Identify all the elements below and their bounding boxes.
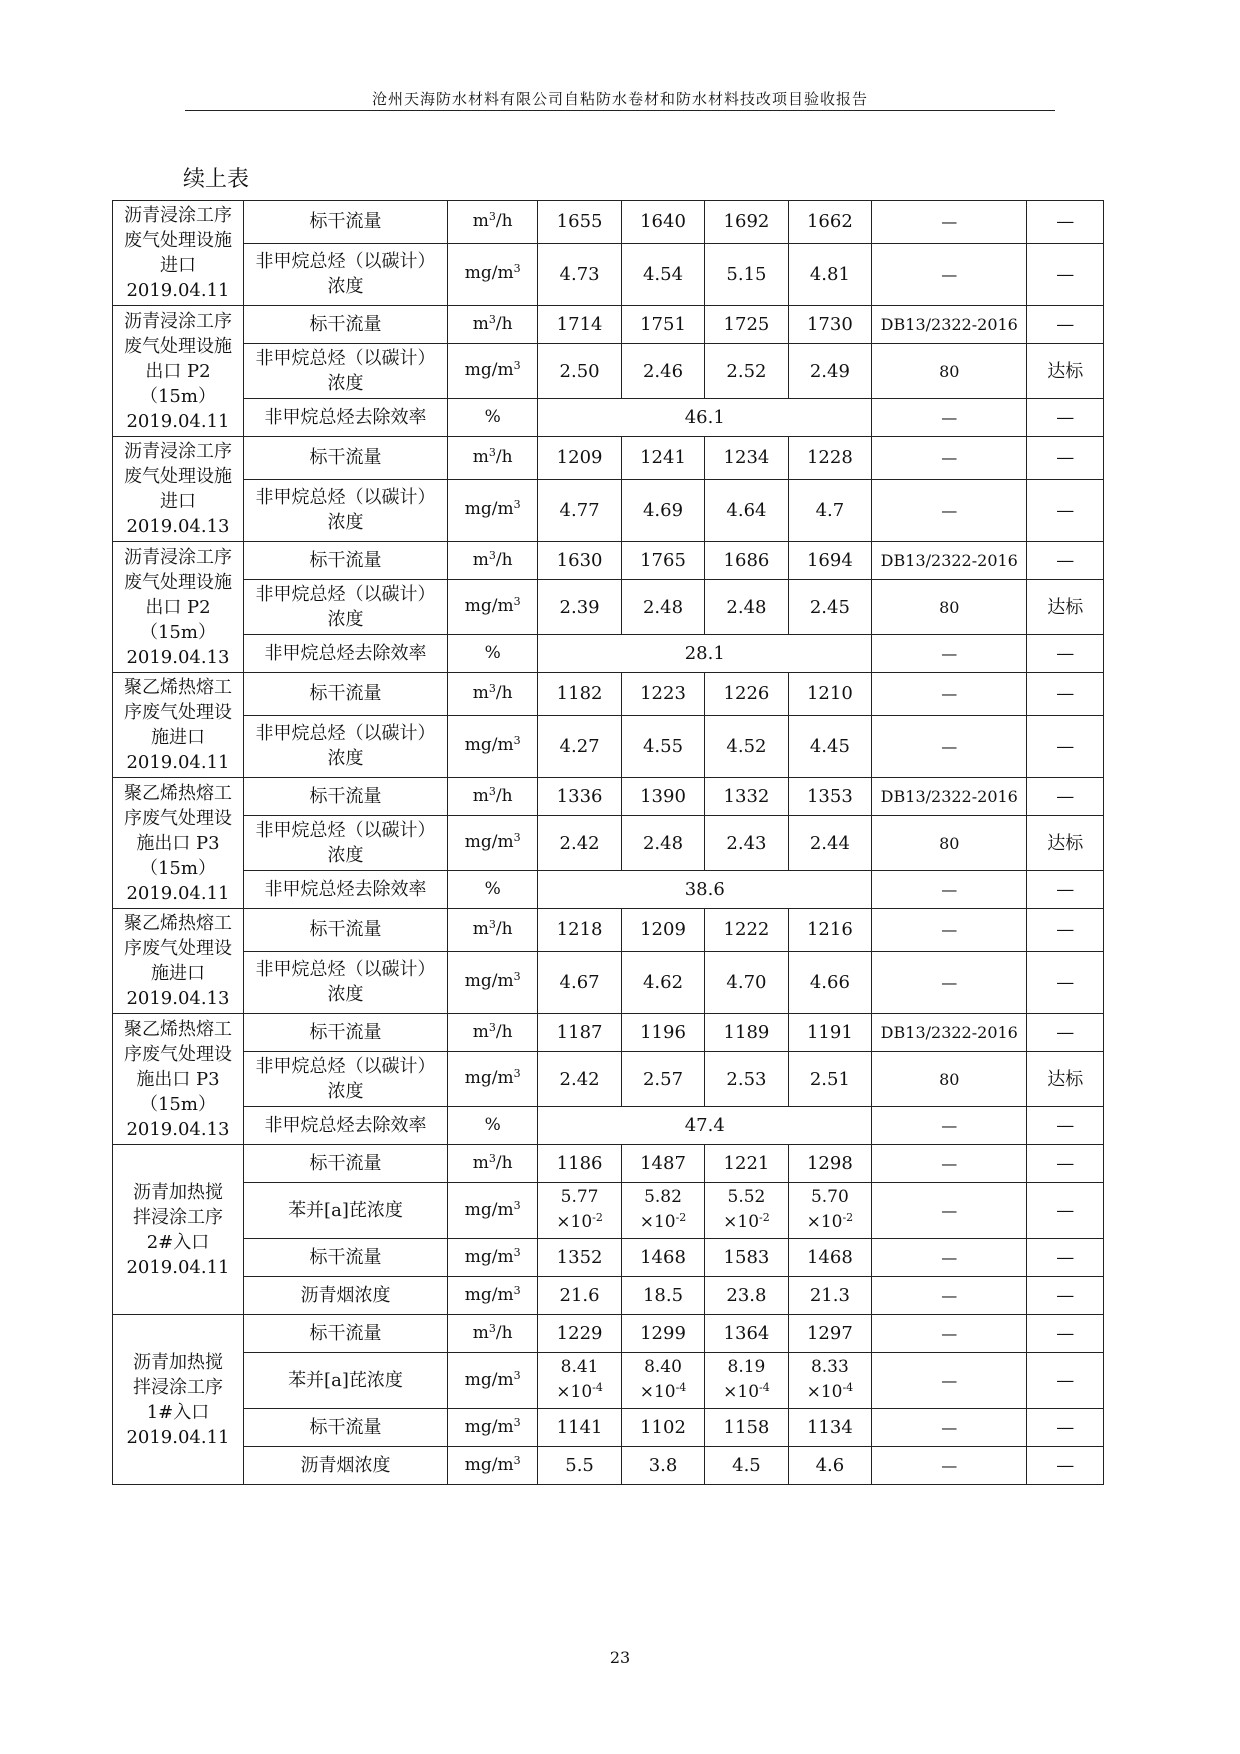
compliance-result-cell: — bbox=[1027, 399, 1104, 437]
measured-value-cell: 5.15 bbox=[705, 243, 788, 305]
measured-value-cell: 1226 bbox=[705, 673, 788, 716]
measured-value-cell: 1182 bbox=[538, 673, 621, 716]
measured-value-cell: 1662 bbox=[788, 201, 871, 244]
sampling-location-cell: 聚乙烯热熔工 序废气处理设 施出口 P3 （15m） 2019.04.11 bbox=[113, 778, 244, 909]
measured-value-cell: 1336 bbox=[538, 778, 621, 816]
standard-limit-cell: DB13/2322-2016 bbox=[872, 1014, 1027, 1052]
measured-value-cell: 2.45 bbox=[788, 580, 871, 635]
standard-limit-cell: DB13/2322-2016 bbox=[872, 778, 1027, 816]
measured-value-cell: 2.48 bbox=[621, 580, 704, 635]
table-row bbox=[113, 816, 1104, 871]
measured-value-cell: 2.42 bbox=[538, 1052, 621, 1107]
measured-value-cell: 1222 bbox=[705, 909, 788, 952]
measured-value-cell: 2.42 bbox=[538, 816, 621, 871]
table-row bbox=[113, 437, 1104, 480]
compliance-result-cell: — bbox=[1027, 1277, 1104, 1315]
standard-limit-cell: — bbox=[872, 1239, 1027, 1277]
compliance-result-cell: — bbox=[1027, 437, 1104, 480]
measured-value-cell: 21.3 bbox=[788, 1277, 871, 1315]
compliance-result-cell: 达标 bbox=[1027, 580, 1104, 635]
measured-value-cell: 4.70 bbox=[705, 951, 788, 1013]
unit-cell: $mg/m^3$ bbox=[447, 1183, 537, 1239]
parameter-cell: 非甲烷总烃（以碳计） 浓度 bbox=[243, 715, 447, 777]
compliance-result-cell: — bbox=[1027, 1183, 1104, 1239]
measured-value-cell: 1229 bbox=[538, 1315, 621, 1353]
measured-value-cell: 5.82 $\times 10^{-2}$ bbox=[621, 1183, 704, 1239]
standard-limit-cell: — bbox=[872, 951, 1027, 1013]
unit-cell: $m^3/h$ bbox=[447, 1014, 537, 1052]
measured-value-cell: 2.48 bbox=[705, 580, 788, 635]
table-row bbox=[113, 909, 1104, 952]
measured-value-cell: 1714 bbox=[538, 306, 621, 344]
standard-limit-cell: — bbox=[872, 871, 1027, 909]
table-row bbox=[113, 1107, 1104, 1145]
standard-limit-cell: 80 bbox=[872, 344, 1027, 399]
standard-limit-cell: — bbox=[872, 1315, 1027, 1353]
parameter-cell: 标干流量 bbox=[243, 1409, 447, 1447]
unit-cell: % bbox=[447, 1107, 537, 1145]
measured-value-cell: 1692 bbox=[705, 201, 788, 244]
compliance-result-cell: — bbox=[1027, 306, 1104, 344]
sampling-location-cell: 沥青加热搅 拌浸涂工序 1#入口 2019.04.11 bbox=[113, 1315, 244, 1485]
parameter-cell: 非甲烷总烃（以碳计） 浓度 bbox=[243, 479, 447, 541]
standard-limit-cell: DB13/2322-2016 bbox=[872, 306, 1027, 344]
measured-value-cell: 1134 bbox=[788, 1409, 871, 1447]
measured-value-cell: 8.41 $\times 10^{-4}$ bbox=[538, 1353, 621, 1409]
measured-value-cell: 2.57 bbox=[621, 1052, 704, 1107]
parameter-cell: 苯并[a]芘浓度 bbox=[243, 1353, 447, 1409]
parameter-cell: 非甲烷总烃去除效率 bbox=[243, 635, 447, 673]
page-number: 23 bbox=[609, 1648, 631, 1667]
compliance-result-cell: — bbox=[1027, 909, 1104, 952]
unit-cell: $mg/m^3$ bbox=[447, 580, 537, 635]
measured-value-cell: 23.8 bbox=[705, 1277, 788, 1315]
measured-value-cell: 2.49 bbox=[788, 344, 871, 399]
table-row bbox=[113, 306, 1104, 344]
measured-value-cell: 1209 bbox=[621, 909, 704, 952]
measured-value-cell: 1390 bbox=[621, 778, 704, 816]
measured-value-cell: 1353 bbox=[788, 778, 871, 816]
parameter-cell: 标干流量 bbox=[243, 909, 447, 952]
header-rule bbox=[185, 110, 1055, 111]
compliance-result-cell: — bbox=[1027, 201, 1104, 244]
parameter-cell: 标干流量 bbox=[243, 306, 447, 344]
measured-value-cell: 4.77 bbox=[538, 479, 621, 541]
parameter-cell: 标干流量 bbox=[243, 673, 447, 716]
measured-value-cell: 1640 bbox=[621, 201, 704, 244]
measured-value-cell: 4.52 bbox=[705, 715, 788, 777]
standard-limit-cell: — bbox=[872, 1277, 1027, 1315]
standard-limit-cell: — bbox=[872, 243, 1027, 305]
removal-efficiency-value: 28.1 bbox=[538, 635, 872, 673]
measured-value-cell: 4.81 bbox=[788, 243, 871, 305]
measured-value-cell: 4.62 bbox=[621, 951, 704, 1013]
measured-value-cell: 4.6 bbox=[788, 1447, 871, 1485]
table-row bbox=[113, 1145, 1104, 1183]
measured-value-cell: 1218 bbox=[538, 909, 621, 952]
measured-value-cell: 1299 bbox=[621, 1315, 704, 1353]
standard-limit-cell: 80 bbox=[872, 580, 1027, 635]
standard-limit-cell: — bbox=[872, 715, 1027, 777]
unit-cell: $m^3/h$ bbox=[447, 1145, 537, 1183]
measured-value-cell: 1297 bbox=[788, 1315, 871, 1353]
measured-value-cell: 8.40 $\times 10^{-4}$ bbox=[621, 1353, 704, 1409]
unit-cell: $m^3/h$ bbox=[447, 306, 537, 344]
parameter-cell: 非甲烷总烃（以碳计） 浓度 bbox=[243, 580, 447, 635]
sampling-location-cell: 沥青浸涂工序 废气处理设施 进口 2019.04.13 bbox=[113, 437, 244, 542]
standard-limit-cell: — bbox=[872, 1409, 1027, 1447]
measured-value-cell: 1655 bbox=[538, 201, 621, 244]
measured-value-cell: 1196 bbox=[621, 1014, 704, 1052]
table-row bbox=[113, 1409, 1104, 1447]
compliance-result-cell: 达标 bbox=[1027, 344, 1104, 399]
sampling-location-cell: 沥青浸涂工序 废气处理设施 出口 P2（15m） 2019.04.11 bbox=[113, 306, 244, 437]
unit-cell: $m^3/h$ bbox=[447, 437, 537, 480]
unit-cell: % bbox=[447, 399, 537, 437]
table-row bbox=[113, 1014, 1104, 1052]
table-row bbox=[113, 635, 1104, 673]
measured-value-cell: 2.46 bbox=[621, 344, 704, 399]
parameter-cell: 非甲烷总烃（以碳计） 浓度 bbox=[243, 243, 447, 305]
measured-value-cell: 4.67 bbox=[538, 951, 621, 1013]
parameter-cell: 标干流量 bbox=[243, 1014, 447, 1052]
parameter-cell: 非甲烷总烃（以碳计） 浓度 bbox=[243, 1052, 447, 1107]
standard-limit-cell: — bbox=[872, 635, 1027, 673]
unit-cell: $m^3/h$ bbox=[447, 1315, 537, 1353]
table-row bbox=[113, 1353, 1104, 1409]
measured-value-cell: 4.45 bbox=[788, 715, 871, 777]
measured-value-cell: 4.55 bbox=[621, 715, 704, 777]
unit-cell: % bbox=[447, 871, 537, 909]
compliance-result-cell: — bbox=[1027, 243, 1104, 305]
parameter-cell: 非甲烷总烃去除效率 bbox=[243, 871, 447, 909]
removal-efficiency-value: 38.6 bbox=[538, 871, 872, 909]
measured-value-cell: 1191 bbox=[788, 1014, 871, 1052]
compliance-result-cell: 达标 bbox=[1027, 816, 1104, 871]
measured-value-cell: 21.6 bbox=[538, 1277, 621, 1315]
compliance-result-cell: — bbox=[1027, 715, 1104, 777]
compliance-result-cell: — bbox=[1027, 542, 1104, 580]
parameter-cell: 标干流量 bbox=[243, 1315, 447, 1353]
standard-limit-cell: — bbox=[872, 399, 1027, 437]
measured-value-cell: 1210 bbox=[788, 673, 871, 716]
compliance-result-cell: — bbox=[1027, 479, 1104, 541]
standard-limit-cell: — bbox=[872, 673, 1027, 716]
table-row bbox=[113, 715, 1104, 777]
compliance-result-cell: — bbox=[1027, 871, 1104, 909]
table-row bbox=[113, 1277, 1104, 1315]
measured-value-cell: 1158 bbox=[705, 1409, 788, 1447]
parameter-cell: 非甲烷总烃（以碳计） 浓度 bbox=[243, 816, 447, 871]
table-row bbox=[113, 673, 1104, 716]
unit-cell: $mg/m^3$ bbox=[447, 951, 537, 1013]
measured-value-cell: 1364 bbox=[705, 1315, 788, 1353]
table-row bbox=[113, 1183, 1104, 1239]
standard-limit-cell: DB13/2322-2016 bbox=[872, 542, 1027, 580]
measured-value-cell: 8.33 $\times 10^{-4}$ bbox=[788, 1353, 871, 1409]
unit-cell: $mg/m^3$ bbox=[447, 1277, 537, 1315]
measured-value-cell: 2.44 bbox=[788, 816, 871, 871]
table-row bbox=[113, 1447, 1104, 1485]
sampling-location-cell: 聚乙烯热熔工 序废气处理设 施进口 2019.04.13 bbox=[113, 909, 244, 1014]
parameter-cell: 标干流量 bbox=[243, 201, 447, 244]
table-row bbox=[113, 542, 1104, 580]
measured-value-cell: 1352 bbox=[538, 1239, 621, 1277]
sampling-location-cell: 沥青加热搅 拌浸涂工序 2#入口 2019.04.11 bbox=[113, 1145, 244, 1315]
table-row bbox=[113, 1239, 1104, 1277]
compliance-result-cell: — bbox=[1027, 1447, 1104, 1485]
compliance-result-cell: — bbox=[1027, 1014, 1104, 1052]
measured-value-cell: 1298 bbox=[788, 1145, 871, 1183]
parameter-cell: 非甲烷总烃去除效率 bbox=[243, 1107, 447, 1145]
measured-value-cell: 4.5 bbox=[705, 1447, 788, 1485]
measured-value-cell: 1209 bbox=[538, 437, 621, 480]
table-row bbox=[113, 399, 1104, 437]
measured-value-cell: 1694 bbox=[788, 542, 871, 580]
unit-cell: $mg/m^3$ bbox=[447, 479, 537, 541]
parameter-cell: 沥青烟浓度 bbox=[243, 1447, 447, 1485]
table-row bbox=[113, 344, 1104, 399]
measured-value-cell: 1228 bbox=[788, 437, 871, 480]
measured-value-cell: 1468 bbox=[621, 1239, 704, 1277]
parameter-cell: 苯并[a]芘浓度 bbox=[243, 1183, 447, 1239]
measured-value-cell: 1332 bbox=[705, 778, 788, 816]
parameter-cell: 标干流量 bbox=[243, 437, 447, 480]
measured-value-cell: 4.7 bbox=[788, 479, 871, 541]
measured-value-cell: 4.66 bbox=[788, 951, 871, 1013]
unit-cell: $mg/m^3$ bbox=[447, 1409, 537, 1447]
compliance-result-cell: — bbox=[1027, 1145, 1104, 1183]
table-row bbox=[113, 243, 1104, 305]
measured-value-cell: 1189 bbox=[705, 1014, 788, 1052]
table-row bbox=[113, 479, 1104, 541]
standard-limit-cell: — bbox=[872, 1353, 1027, 1409]
measured-value-cell: 1630 bbox=[538, 542, 621, 580]
removal-efficiency-value: 47.4 bbox=[538, 1107, 872, 1145]
table-row bbox=[113, 201, 1104, 244]
measured-value-cell: 1234 bbox=[705, 437, 788, 480]
standard-limit-cell: — bbox=[872, 1107, 1027, 1145]
measured-value-cell: 8.19 $\times 10^{-4}$ bbox=[705, 1353, 788, 1409]
measured-value-cell: 5.52 $\times 10^{-2}$ bbox=[705, 1183, 788, 1239]
measured-value-cell: 4.73 bbox=[538, 243, 621, 305]
standard-limit-cell: — bbox=[872, 201, 1027, 244]
parameter-cell: 标干流量 bbox=[243, 1145, 447, 1183]
parameter-cell: 非甲烷总烃（以碳计） 浓度 bbox=[243, 951, 447, 1013]
unit-cell: $mg/m^3$ bbox=[447, 344, 537, 399]
measured-value-cell: 2.52 bbox=[705, 344, 788, 399]
compliance-result-cell: — bbox=[1027, 1315, 1104, 1353]
sampling-location-cell: 沥青浸涂工序 废气处理设施 出口 P2（15m） 2019.04.13 bbox=[113, 542, 244, 673]
measured-value-cell: 2.50 bbox=[538, 344, 621, 399]
table-row bbox=[113, 778, 1104, 816]
measured-value-cell: 1186 bbox=[538, 1145, 621, 1183]
measured-value-cell: 1751 bbox=[621, 306, 704, 344]
table-row bbox=[113, 951, 1104, 1013]
measured-value-cell: 1487 bbox=[621, 1145, 704, 1183]
measured-value-cell: 1725 bbox=[705, 306, 788, 344]
measured-value-cell: 1221 bbox=[705, 1145, 788, 1183]
table-continuation-title: 续上表 bbox=[183, 167, 250, 192]
compliance-result-cell: — bbox=[1027, 1353, 1104, 1409]
unit-cell: $m^3/h$ bbox=[447, 778, 537, 816]
measured-value-cell: 1216 bbox=[788, 909, 871, 952]
unit-cell: $m^3/h$ bbox=[447, 673, 537, 716]
compliance-result-cell: 达标 bbox=[1027, 1052, 1104, 1107]
measured-value-cell: 4.64 bbox=[705, 479, 788, 541]
measured-value-cell: 2.39 bbox=[538, 580, 621, 635]
table-row bbox=[113, 1315, 1104, 1353]
unit-cell: $m^3/h$ bbox=[447, 201, 537, 244]
measured-value-cell: 2.51 bbox=[788, 1052, 871, 1107]
parameter-cell: 标干流量 bbox=[243, 778, 447, 816]
measured-value-cell: 3.8 bbox=[621, 1447, 704, 1485]
measured-value-cell: 2.53 bbox=[705, 1052, 788, 1107]
measured-value-cell: 5.70 $\times 10^{-2}$ bbox=[788, 1183, 871, 1239]
measured-value-cell: 1141 bbox=[538, 1409, 621, 1447]
measured-value-cell: 4.27 bbox=[538, 715, 621, 777]
standard-limit-cell: — bbox=[872, 909, 1027, 952]
measured-value-cell: 1468 bbox=[788, 1239, 871, 1277]
standard-limit-cell: 80 bbox=[872, 1052, 1027, 1107]
standard-limit-cell: 80 bbox=[872, 816, 1027, 871]
unit-cell: $mg/m^3$ bbox=[447, 1353, 537, 1409]
sampling-location-cell: 沥青浸涂工序 废气处理设施 进口 2019.04.11 bbox=[113, 201, 244, 306]
measured-value-cell: 4.69 bbox=[621, 479, 704, 541]
compliance-result-cell: — bbox=[1027, 951, 1104, 1013]
measured-value-cell: 1686 bbox=[705, 542, 788, 580]
unit-cell: $mg/m^3$ bbox=[447, 1052, 537, 1107]
sampling-location-cell: 聚乙烯热熔工 序废气处理设 施出口 P3 （15m） 2019.04.13 bbox=[113, 1014, 244, 1145]
monitoring-results-table bbox=[112, 200, 1104, 1485]
standard-limit-cell: — bbox=[872, 479, 1027, 541]
table-row bbox=[113, 871, 1104, 909]
report-header: 沧州天海防水材料有限公司自粘防水卷材和防水材料技改项目验收报告 bbox=[371, 90, 868, 108]
measured-value-cell: 18.5 bbox=[621, 1277, 704, 1315]
unit-cell: $mg/m^3$ bbox=[447, 243, 537, 305]
measured-value-cell: 1187 bbox=[538, 1014, 621, 1052]
unit-cell: $m^3/h$ bbox=[447, 542, 537, 580]
unit-cell: $mg/m^3$ bbox=[447, 1447, 537, 1485]
measured-value-cell: 1102 bbox=[621, 1409, 704, 1447]
standard-limit-cell: — bbox=[872, 1183, 1027, 1239]
measured-value-cell: 1583 bbox=[705, 1239, 788, 1277]
parameter-cell: 非甲烷总烃（以碳计） 浓度 bbox=[243, 344, 447, 399]
parameter-cell: 标干流量 bbox=[243, 1239, 447, 1277]
unit-cell: $mg/m^3$ bbox=[447, 816, 537, 871]
measured-value-cell: 5.77 $\times 10^{-2}$ bbox=[538, 1183, 621, 1239]
parameter-cell: 非甲烷总烃去除效率 bbox=[243, 399, 447, 437]
compliance-result-cell: — bbox=[1027, 778, 1104, 816]
measured-value-cell: 5.5 bbox=[538, 1447, 621, 1485]
measured-value-cell: 2.43 bbox=[705, 816, 788, 871]
measured-value-cell: 1223 bbox=[621, 673, 704, 716]
compliance-result-cell: — bbox=[1027, 1239, 1104, 1277]
sampling-location-cell: 聚乙烯热熔工 序废气处理设 施进口 2019.04.11 bbox=[113, 673, 244, 778]
parameter-cell: 标干流量 bbox=[243, 542, 447, 580]
unit-cell: $mg/m^3$ bbox=[447, 1239, 537, 1277]
compliance-result-cell: — bbox=[1027, 1409, 1104, 1447]
measured-value-cell: 1765 bbox=[621, 542, 704, 580]
unit-cell: % bbox=[447, 635, 537, 673]
unit-cell: $m^3/h$ bbox=[447, 909, 537, 952]
compliance-result-cell: — bbox=[1027, 635, 1104, 673]
compliance-result-cell: — bbox=[1027, 1107, 1104, 1145]
table-row bbox=[113, 580, 1104, 635]
standard-limit-cell: — bbox=[872, 437, 1027, 480]
measured-value-cell: 2.48 bbox=[621, 816, 704, 871]
measured-value-cell: 1241 bbox=[621, 437, 704, 480]
compliance-result-cell: — bbox=[1027, 673, 1104, 716]
unit-cell: $mg/m^3$ bbox=[447, 715, 537, 777]
standard-limit-cell: — bbox=[872, 1447, 1027, 1485]
parameter-cell: 沥青烟浓度 bbox=[243, 1277, 447, 1315]
measured-value-cell: 1730 bbox=[788, 306, 871, 344]
measured-value-cell: 4.54 bbox=[621, 243, 704, 305]
table-row bbox=[113, 1052, 1104, 1107]
removal-efficiency-value: 46.1 bbox=[538, 399, 872, 437]
standard-limit-cell: — bbox=[872, 1145, 1027, 1183]
